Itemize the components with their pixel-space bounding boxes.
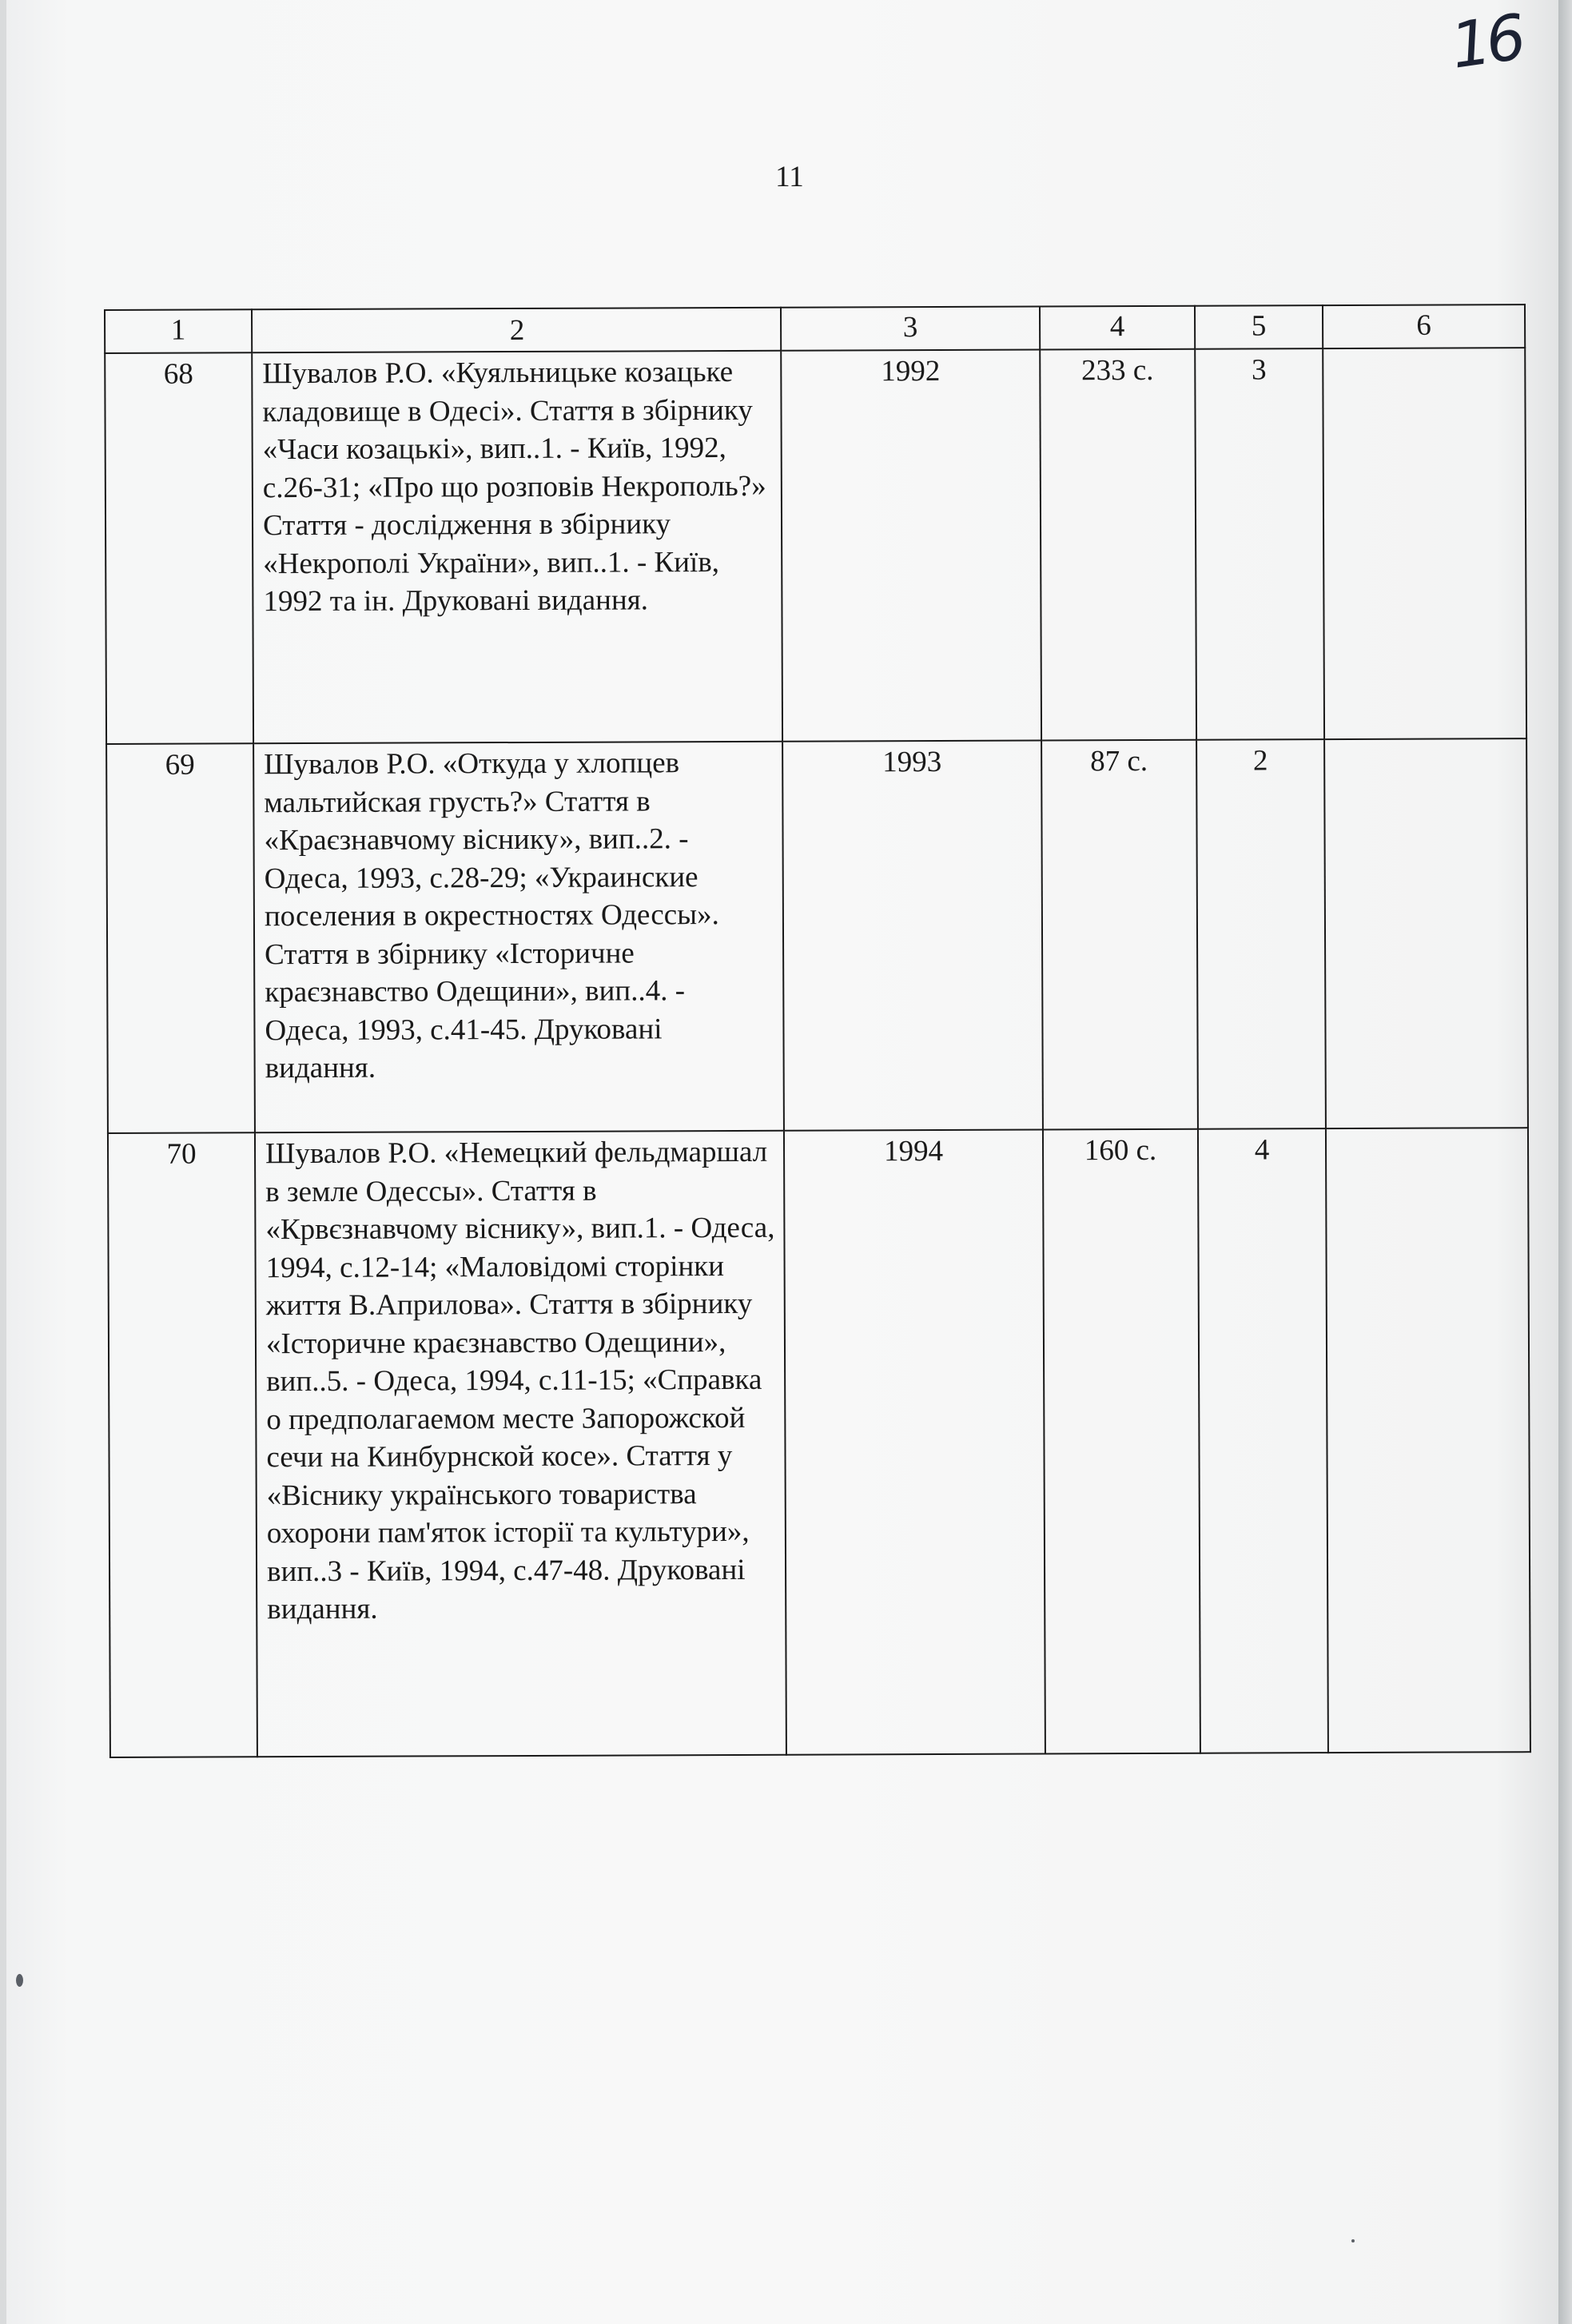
- row-note: [1323, 348, 1526, 739]
- row-description: Шувалов Р.О. «Немецкий фельдмаршал в земле Одессы». Стаття в «Крвєзнавчому віснику», вип.1. - Одеса, 1994, с.12-14; «Маловідомі сторінки життя В.Априлова». Стаття в збірнику «Історичне краєзнавство Одещини», вип..5. - Одеса, 1994, с.11-15; «Справка о предполагаемом месте Запорожской сечи на Кинбурнской косе». Стаття у «Віснику українського товариства охорони пам'яток історії та культури», вип..3 - Київ, 1994, с.47-48. Друковані видання.: [255, 1131, 786, 1757]
- row-year: 1992: [781, 350, 1041, 742]
- register-table: [104, 304, 1531, 1758]
- table-row: [108, 1128, 1530, 1757]
- header-col-6: 6: [1323, 304, 1525, 348]
- header-col-1: 1: [105, 309, 252, 353]
- row-item-count: 2: [1196, 739, 1326, 1129]
- row-item-count: 4: [1198, 1128, 1328, 1753]
- page-number: 11: [775, 161, 804, 193]
- table-row: [106, 738, 1528, 1133]
- row-item-count: 3: [1195, 348, 1324, 740]
- table-row: [105, 348, 1526, 744]
- row-number: 68: [105, 352, 253, 744]
- background-surface: [1558, 0, 1572, 2324]
- header-col-2: 2: [252, 308, 781, 353]
- row-description: Шувалов Р.О. «Откуда у хлопцев мальтийская грусть?» Стаття в «Краєзнавчому віснику», вип..2. - Одеса, 1993, с.28-29; «Украинские поселения в окрестностях Одессы». Стаття в збірнику «Історичне краєзнавство Одещини», вип..4. - Одеса, 1993, с.41-45. Друковані видання.: [253, 742, 784, 1133]
- row-year: 1994: [784, 1129, 1045, 1754]
- row-page-count: 233 с.: [1040, 349, 1196, 741]
- header-col-3: 3: [781, 307, 1040, 351]
- archive-sheet-number: 16: [1447, 2, 1526, 83]
- table-header-row: [105, 304, 1525, 353]
- paper-speck: [1351, 2239, 1355, 2242]
- row-page-count: 160 с.: [1043, 1129, 1200, 1754]
- header-col-5: 5: [1195, 305, 1323, 349]
- row-page-count: 87 с.: [1041, 740, 1198, 1130]
- row-description: Шувалов Р.О. «Куяльницьке козацьке кладовище в Одесі». Стаття в збірнику «Часи козацькі», вип..1. - Київ, 1992, с.26-31; «Про що розповів Некрополь?» Стаття - дослідження в збірнику «Некрополі України», вип..1. - Київ, 1992 та ін. Друковані видання.: [252, 351, 782, 744]
- row-note: [1326, 1128, 1530, 1753]
- row-year: 1993: [782, 740, 1043, 1130]
- document-page: [6, 0, 1558, 2324]
- row-number: 69: [106, 743, 255, 1133]
- header-col-4: 4: [1040, 306, 1195, 350]
- row-number: 70: [108, 1132, 257, 1757]
- row-note: [1324, 738, 1528, 1128]
- paper-speck: [16, 1974, 23, 1987]
